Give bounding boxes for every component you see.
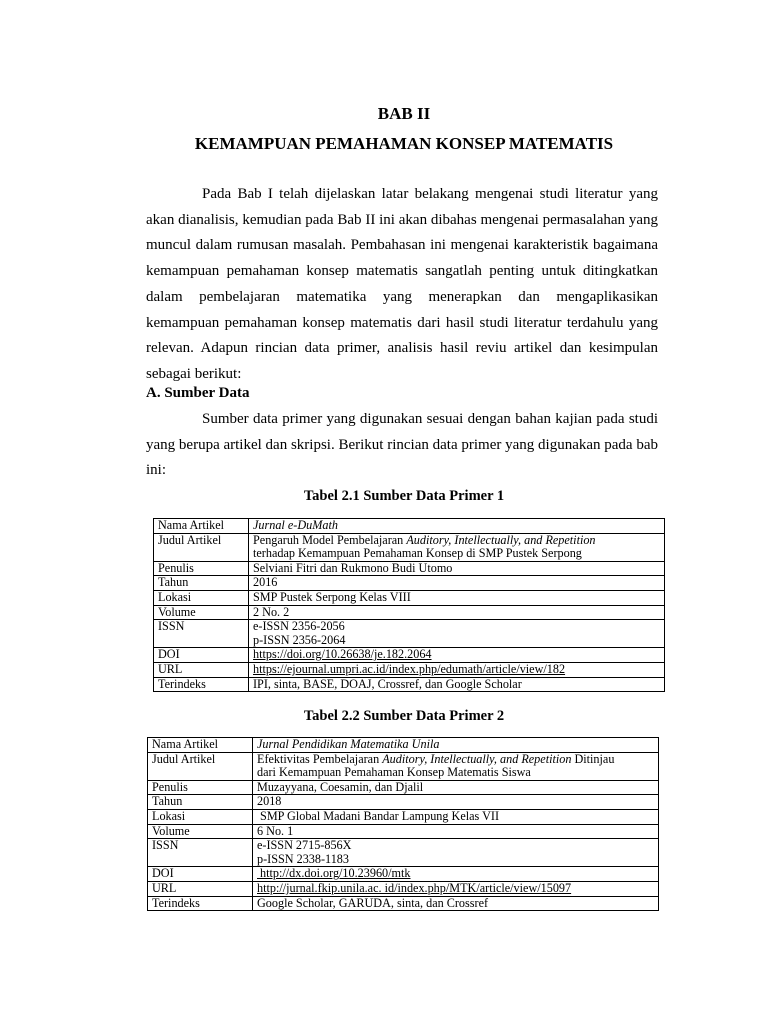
table-row — [154, 677, 665, 692]
chapter-label: BAB II — [377, 104, 431, 123]
title-prefix: Efektivitas Pembelajaran — [257, 751, 383, 766]
row-label: DOI — [154, 648, 249, 663]
row-label: URL — [148, 881, 253, 896]
title-italic: Auditory, Intellectually, and Repetition — [406, 532, 596, 547]
row-label: Lokasi — [154, 590, 249, 605]
row-value — [249, 648, 665, 663]
p-issn: p-ISSN 2338-1183 — [257, 851, 349, 866]
row-label: Tahun — [148, 795, 253, 810]
row-label: Terindeks — [148, 896, 253, 911]
row-label: Terindeks — [154, 677, 249, 692]
row-value: 2018 — [253, 795, 659, 810]
table-row — [148, 752, 659, 780]
table-row — [148, 824, 659, 839]
intro-paragraph: Pada Bab I telah dijelaskan latar belakang mengenai studi literatur yang akan dianalisis, kemudian pada Bab II ini akan dibahas mengenai permasalahan yang muncul dalam rumusan masalah. Pembahasan ini mengenai karakteristik bagaimana kemampuan pemahaman konsep matematis sangatlah penting untuk ditingkatkan dalam pembelajaran matematika yang menerapkan dan mengaplikasikan kemampuan pemahaman konsep matematis dari hasil studi literatur terdahulu yang relevan. Adapun rincian data primer, analisis hasil reviu artikel dan kesimpulan sebagai berikut: — [146, 186, 658, 382]
table-row — [148, 809, 659, 824]
table-row — [148, 881, 659, 896]
p-issn: p-ISSN 2356-2064 — [253, 632, 346, 647]
table-row — [148, 738, 659, 753]
row-value — [253, 881, 659, 896]
row-value: 6 No. 1 — [253, 824, 659, 839]
row-label: Tahun — [154, 576, 249, 591]
row-value: Jurnal e-DuMath — [249, 519, 665, 534]
table-row — [148, 795, 659, 810]
row-label: Judul Artikel — [148, 752, 253, 780]
doi-link[interactable]: https://doi.org/10.26638/je.182.2064 — [253, 647, 432, 662]
row-label: Penulis — [148, 780, 253, 795]
table-row — [154, 648, 665, 663]
row-value — [249, 662, 665, 677]
source-table-1 — [153, 518, 665, 692]
title-line-2: dari Kemampuan Pemahaman Konsep Matematis Siswa — [257, 765, 531, 780]
row-value: SMP Pustek Serpong Kelas VIII — [249, 590, 665, 605]
row-value: IPI, sinta, BASE, DOAJ, Crossref, dan Google Scholar — [249, 677, 665, 692]
table-row — [154, 620, 665, 648]
row-value: 2016 — [249, 576, 665, 591]
row-label: Volume — [148, 824, 253, 839]
table-row — [154, 605, 665, 620]
row-label: Lokasi — [148, 809, 253, 824]
title-line-2: terhadap Kemampuan Pemahaman Konsep di SMP Pustek Serpong — [253, 546, 582, 561]
row-value: Jurnal Pendidikan Matematika Unila — [253, 738, 659, 753]
e-issn: e-ISSN 2356-2056 — [253, 619, 345, 634]
e-issn: e-ISSN 2715-856X — [257, 838, 352, 853]
source-table-2 — [147, 737, 659, 911]
row-value — [253, 752, 659, 780]
source-paragraph: Sumber data primer yang digunakan sesuai dengan bahan kajian pada studi yang berupa artikel dan skripsi. Berikut rincian data primer yang digunakan pada bab ini: — [146, 411, 658, 479]
table-row — [148, 780, 659, 795]
table-row — [154, 561, 665, 576]
section-heading: A. Sumber Data — [146, 385, 250, 401]
row-label: URL — [154, 662, 249, 677]
url-link[interactable]: http://jurnal.fkip.unila.ac. id/index.php/MTK/article/view/15097 — [257, 880, 572, 895]
row-label: ISSN — [148, 839, 253, 867]
table-row — [148, 867, 659, 882]
row-label: Penulis — [154, 561, 249, 576]
table-row — [148, 896, 659, 911]
row-label: ISSN — [154, 620, 249, 648]
row-value — [253, 867, 659, 882]
row-value — [253, 839, 659, 867]
row-value: Muzayyana, Coesamin, dan Djalil — [253, 780, 659, 795]
row-label: Nama Artikel — [154, 519, 249, 534]
table-row — [154, 590, 665, 605]
table-2-caption: Tabel 2.2 Sumber Data Primer 2 — [303, 708, 505, 724]
table-row — [154, 576, 665, 591]
table-1-caption: Tabel 2.1 Sumber Data Primer 1 — [303, 488, 505, 504]
row-value: Google Scholar, GARUDA, sinta, dan Crossref — [253, 896, 659, 911]
row-value — [249, 533, 665, 561]
table-row — [154, 533, 665, 561]
table-row — [154, 519, 665, 534]
row-label: Nama Artikel — [148, 738, 253, 753]
title-suffix: Ditinjau — [571, 751, 615, 766]
title-italic: Auditory, Intellectually, and Repetition — [382, 751, 572, 766]
table-row — [154, 662, 665, 677]
url-link[interactable]: https://ejournal.umpri.ac.id/index.php/edumath/article/view/182 — [253, 661, 566, 676]
row-label: Judul Artikel — [154, 533, 249, 561]
doi-link[interactable]: http://dx.doi.org/10.23960/mtk — [257, 866, 411, 881]
row-label: Volume — [154, 605, 249, 620]
row-label: DOI — [148, 867, 253, 882]
row-value: SMP Global Madani Bandar Lampung Kelas VII — [253, 809, 659, 824]
title-prefix: Pengaruh Model Pembelajaran — [253, 532, 407, 547]
table-row — [148, 839, 659, 867]
row-value — [249, 620, 665, 648]
row-value: 2 No. 2 — [249, 605, 665, 620]
chapter-title: KEMAMPUAN PEMAHAMAN KONSEP MATEMATIS — [194, 134, 614, 153]
row-value: Selviani Fitri dan Rukmono Budi Utomo — [249, 561, 665, 576]
